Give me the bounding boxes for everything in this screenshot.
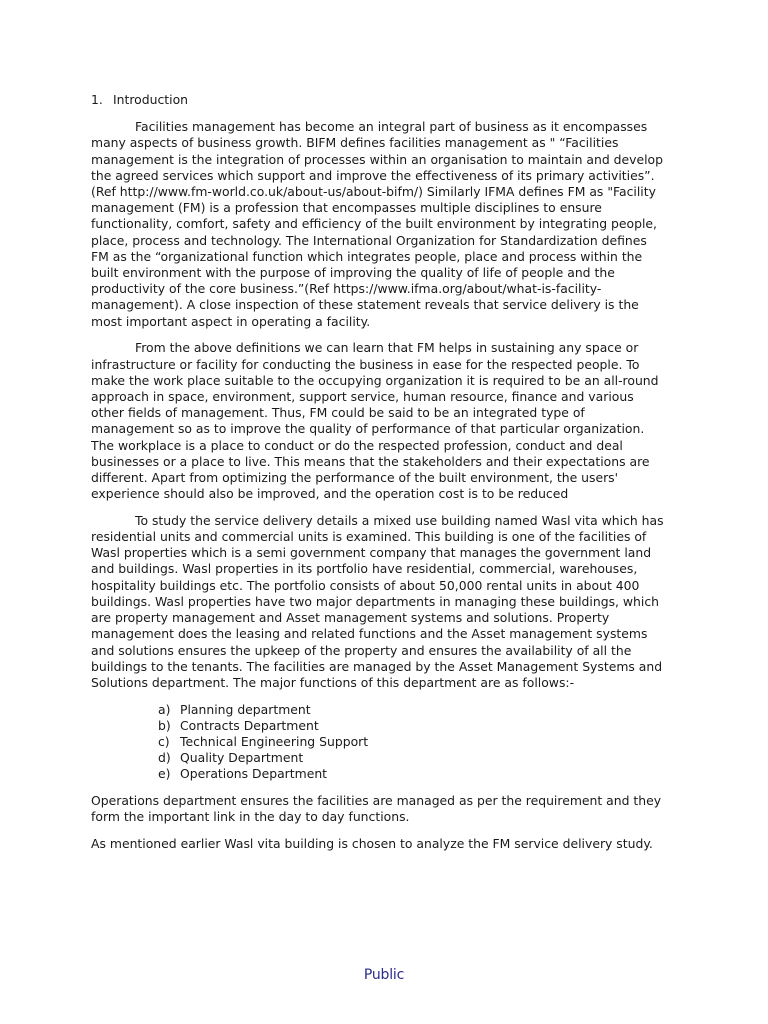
paragraph-fm-purpose: From the above definitions we can learn that FM helps in sustaining any space or infrastructure or facility for conducting the business in ease for the respected people. To make the work place suitable to the occupying organization it is required to be an all-round approach in space, environment, support service, human resource, finance and various other fields of management. Thus, FM could be said to be an integrated type of management so as to improve the quality of performance of that particular organization. The workplace is a place to conduct or do the respected profession, conduct and deal businesses or a place to live. This means that the stakeholders and their expectations are different. Apart from optimizing the performance of the built environment, the users' experience should also be improved, and the operation cost is to be reduced bbox=[91, 340, 659, 502]
list-item bbox=[91, 766, 681, 782]
list-label: Planning department bbox=[180, 701, 311, 717]
list-label: Quality Department bbox=[180, 750, 304, 766]
list-label: Operations Department bbox=[180, 766, 328, 782]
list-item bbox=[91, 734, 681, 750]
paragraph-definitions: Facilities management has become an integral part of business as it encompasses many aspects of business growth. BIFM defines facilities management as " “Facilities management is the integration of processes within an organisation to maintain and develop the agreed services which support and improve the effectiveness of its primary activities”. (Ref http://www.fm-world.co.uk/about-us/about-bifm/) Similarly IFMA defines FM as "Facility management (FM) is a profession that encompasses multiple disciplines to ensure functionality, comfort, safety and efficiency of the built environment by integrating people, place, process and technology. The International Organization for Standardization defines FM as the “organizational function which integrates people, place and process within the built environment with the purpose of improving the quality of life of people and the productivity of the core business.”(Ref https://www.ifma.org/about/what-is-facility- management). A close inspection of these statement reveals that service delivery is the most important aspect in operating a facility. bbox=[91, 119, 664, 329]
list-marker: e) bbox=[158, 766, 171, 782]
section-number: 1. bbox=[91, 92, 103, 107]
list-marker: d) bbox=[158, 750, 171, 766]
list-label: Technical Engineering Support bbox=[180, 734, 369, 750]
list-marker: a) bbox=[158, 701, 171, 717]
list-item bbox=[91, 750, 681, 766]
paragraph-wasl-vita: To study the service delivery details a mixed use building named Wasl vita which has residential units and commercial units is examined. This building is one of the facilities of Wasl properties which is a semi government company that manages the government land and buildings. Wasl properties in its portfolio have residential, commercial, warehouses, hospitality buildings etc. The portfolio consists of about 50,000 rental units in about 400 buildings. Wasl properties have two major departments in managing these buildings, which are property management and Asset management systems and solutions. Property management does the leasing and related functions and the Asset management systems and solutions ensures the upkeep of the property and ensures the availability of all the buildings to the tenants. The facilities are managed by the Asset Management Systems and Solutions department. The major functions of this department are as follows:- bbox=[91, 512, 664, 690]
paragraph-operations: Operations department ensures the facilities are managed as per the requirement and they form the important link in the day to day functions. bbox=[91, 792, 662, 824]
list-label: Contracts Department bbox=[180, 717, 319, 733]
department-list bbox=[91, 702, 681, 783]
paragraph-conclusion: As mentioned earlier Wasl vita building is chosen to analyze the FM service delivery study. bbox=[91, 835, 653, 851]
list-marker: c) bbox=[158, 734, 170, 750]
document-body bbox=[91, 92, 681, 862]
section-title: Introduction bbox=[113, 92, 189, 107]
classification-label: Public bbox=[363, 967, 405, 983]
list-marker: b) bbox=[158, 717, 171, 733]
section-heading bbox=[91, 92, 681, 108]
list-item bbox=[91, 702, 681, 718]
list-item bbox=[91, 718, 681, 734]
